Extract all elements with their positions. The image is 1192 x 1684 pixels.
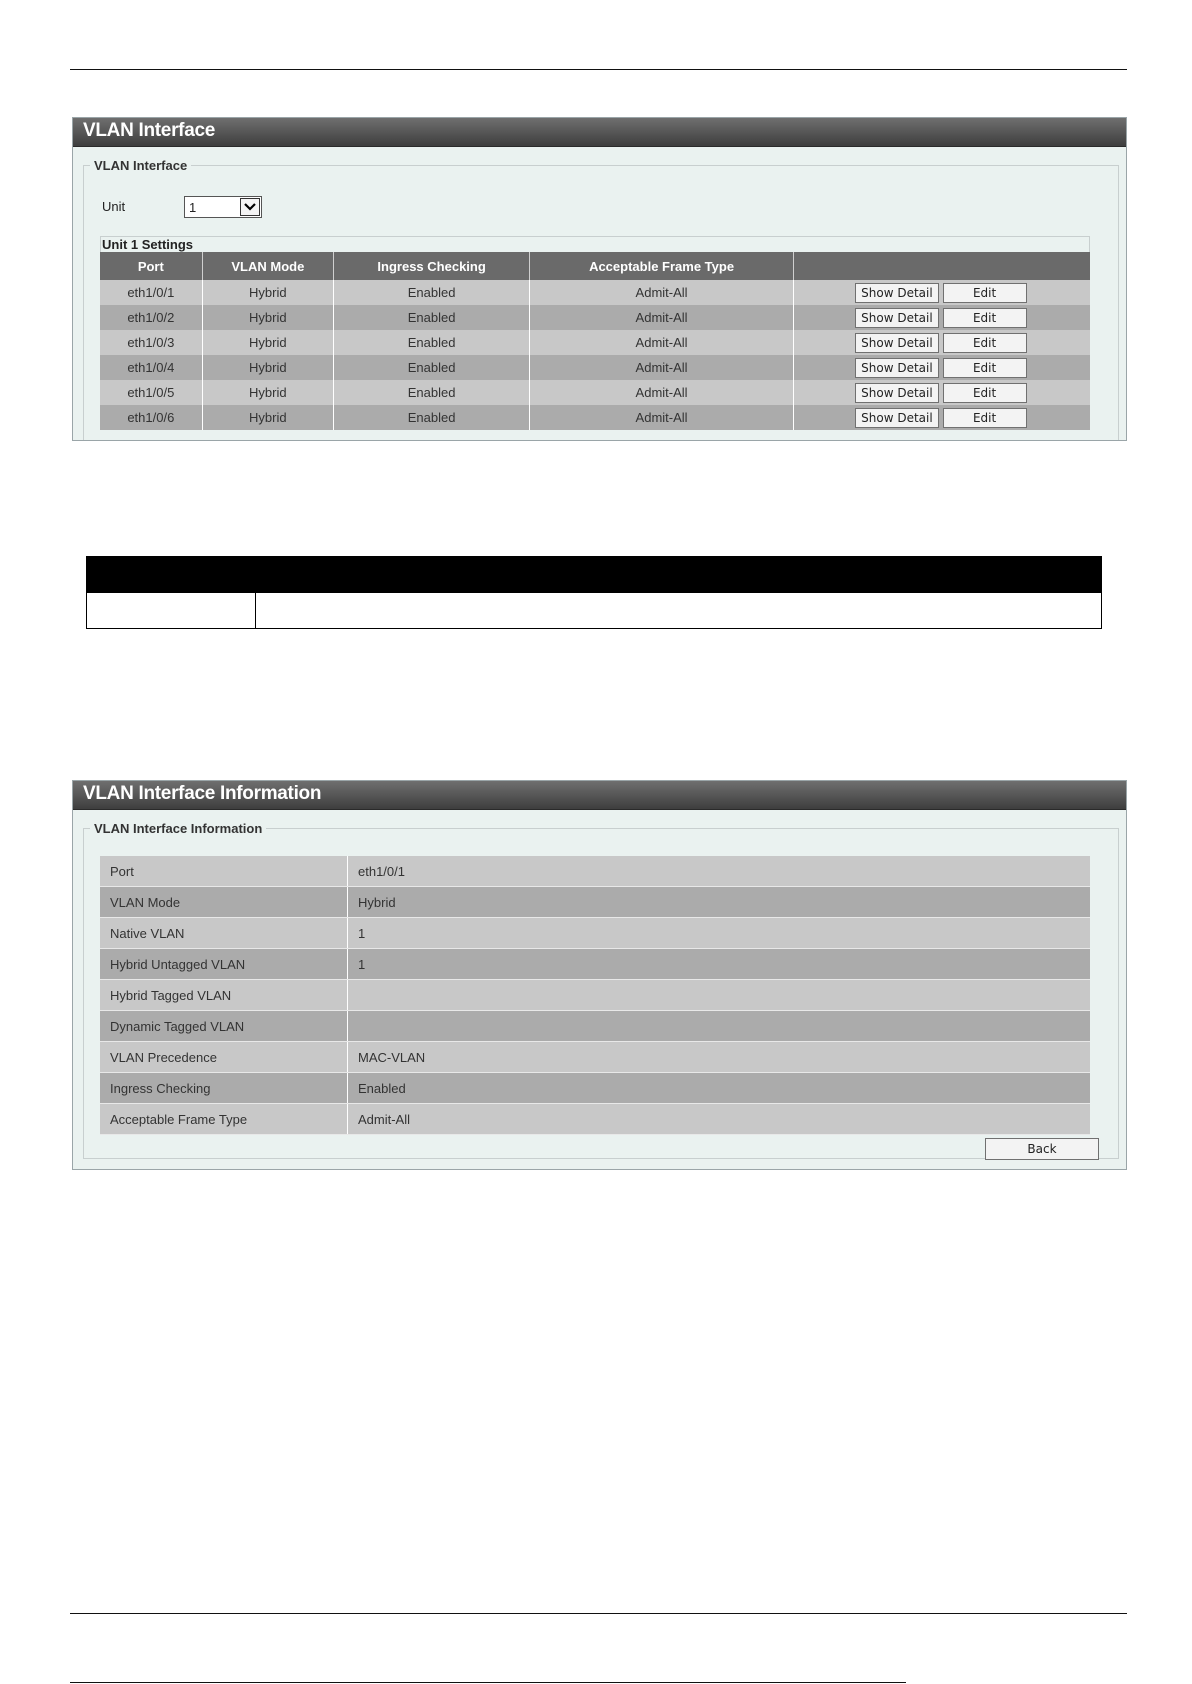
- info-key: Acceptable Frame Type: [100, 1104, 348, 1135]
- table-row: [100, 305, 1090, 330]
- vlan-interface-info-table: [100, 856, 1090, 1135]
- info-row: [100, 980, 1090, 1011]
- edit-button[interactable]: Edit: [943, 333, 1027, 353]
- show-detail-button[interactable]: Show Detail: [855, 283, 939, 303]
- info-row: [100, 949, 1090, 980]
- info-value: Enabled: [348, 1073, 1091, 1104]
- cell-frame-type: Admit-All: [530, 355, 794, 380]
- back-button[interactable]: Back: [985, 1138, 1099, 1160]
- edit-button[interactable]: Edit: [943, 408, 1027, 428]
- col-port: Port: [100, 252, 202, 280]
- cell-port: eth1/0/4: [100, 355, 202, 380]
- info-row: [100, 1104, 1090, 1135]
- info-key: Hybrid Tagged VLAN: [100, 980, 348, 1011]
- parameter-table-row: [87, 593, 1102, 629]
- cell-ingress-checking: Enabled: [334, 355, 530, 380]
- cell-port: eth1/0/2: [100, 305, 202, 330]
- cell-vlan-mode: Hybrid: [202, 380, 333, 405]
- cell-actions: [793, 355, 1090, 380]
- fieldset-legend-info: VLAN Interface Information: [94, 821, 263, 836]
- unit-label: Unit: [102, 199, 126, 214]
- info-value: 1: [348, 918, 1091, 949]
- show-detail-button[interactable]: Show Detail: [855, 408, 939, 428]
- cell-actions: [793, 405, 1090, 430]
- cell-vlan-mode: Hybrid: [202, 330, 333, 355]
- footer-rule: [70, 1682, 906, 1683]
- info-row: [100, 887, 1090, 918]
- info-key: Dynamic Tagged VLAN: [100, 1011, 348, 1042]
- cell-frame-type: Admit-All: [530, 380, 794, 405]
- unit-select[interactable]: [184, 196, 262, 218]
- edit-button[interactable]: Edit: [943, 383, 1027, 403]
- info-row: [100, 918, 1090, 949]
- cell-frame-type: Admit-All: [530, 405, 794, 430]
- panel-title: VLAN Interface: [73, 118, 1126, 147]
- unit-settings-caption: Unit 1 Settings: [100, 236, 1090, 252]
- edit-button[interactable]: Edit: [943, 358, 1027, 378]
- cell-ingress-checking: Enabled: [334, 330, 530, 355]
- cell-port: eth1/0/5: [100, 380, 202, 405]
- panel-title-info: VLAN Interface Information: [73, 781, 1126, 810]
- cell-ingress-checking: Enabled: [334, 305, 530, 330]
- info-value: eth1/0/1: [348, 856, 1091, 887]
- top-rule: [70, 69, 1127, 70]
- info-key: VLAN Mode: [100, 887, 348, 918]
- info-key: Hybrid Untagged VLAN: [100, 949, 348, 980]
- info-value: Admit-All: [348, 1104, 1091, 1135]
- info-key: Ingress Checking: [100, 1073, 348, 1104]
- col-vlan-mode: VLAN Mode: [202, 252, 333, 280]
- cell-vlan-mode: Hybrid: [202, 280, 333, 305]
- cell-frame-type: Admit-All: [530, 330, 794, 355]
- fieldset-legend: VLAN Interface: [94, 158, 188, 173]
- info-row: [100, 1073, 1090, 1104]
- cell-vlan-mode: Hybrid: [202, 305, 333, 330]
- cell-frame-type: Admit-All: [530, 280, 794, 305]
- table-row: [100, 280, 1090, 305]
- parameter-table: [86, 556, 1102, 629]
- show-detail-button[interactable]: Show Detail: [855, 358, 939, 378]
- col-acceptable-frame-type: Acceptable Frame Type: [530, 252, 794, 280]
- chevron-down-icon[interactable]: [240, 198, 260, 216]
- info-value: [348, 1011, 1091, 1042]
- table-row: [100, 355, 1090, 380]
- show-detail-button[interactable]: Show Detail: [855, 308, 939, 328]
- cell-vlan-mode: Hybrid: [202, 355, 333, 380]
- cell-actions: [793, 280, 1090, 305]
- cell-port: eth1/0/3: [100, 330, 202, 355]
- cell-actions: [793, 330, 1090, 355]
- edit-button[interactable]: Edit: [943, 283, 1027, 303]
- show-detail-button[interactable]: Show Detail: [855, 333, 939, 353]
- info-row: [100, 1011, 1090, 1042]
- cell-actions: [793, 380, 1090, 405]
- parameter-table-header: [87, 557, 1102, 593]
- cell-frame-type: Admit-All: [530, 305, 794, 330]
- info-key: Native VLAN: [100, 918, 348, 949]
- cell-ingress-checking: Enabled: [334, 380, 530, 405]
- vlan-interface-table: [100, 252, 1090, 430]
- table-row: [100, 330, 1090, 355]
- table-row: [100, 380, 1090, 405]
- table-row: [100, 405, 1090, 430]
- info-value: MAC-VLAN: [348, 1042, 1091, 1073]
- bottom-rule: [70, 1613, 1127, 1614]
- col-actions: [793, 252, 1090, 280]
- info-row: [100, 1042, 1090, 1073]
- col-ingress-checking: Ingress Checking: [334, 252, 530, 280]
- show-detail-button[interactable]: Show Detail: [855, 383, 939, 403]
- info-value: 1: [348, 949, 1091, 980]
- cell-vlan-mode: Hybrid: [202, 405, 333, 430]
- cell-port: eth1/0/1: [100, 280, 202, 305]
- info-key: VLAN Precedence: [100, 1042, 348, 1073]
- edit-button[interactable]: Edit: [943, 308, 1027, 328]
- info-value: Hybrid: [348, 887, 1091, 918]
- table-header-row: [100, 252, 1090, 280]
- cell-actions: [793, 305, 1090, 330]
- info-key: Port: [100, 856, 348, 887]
- unit-select-value: 1: [189, 199, 197, 215]
- cell-port: eth1/0/6: [100, 405, 202, 430]
- cell-ingress-checking: Enabled: [334, 280, 530, 305]
- info-value: [348, 980, 1091, 1011]
- info-row: [100, 856, 1090, 887]
- vlan-table-clip: [72, 252, 1127, 441]
- cell-ingress-checking: Enabled: [334, 405, 530, 430]
